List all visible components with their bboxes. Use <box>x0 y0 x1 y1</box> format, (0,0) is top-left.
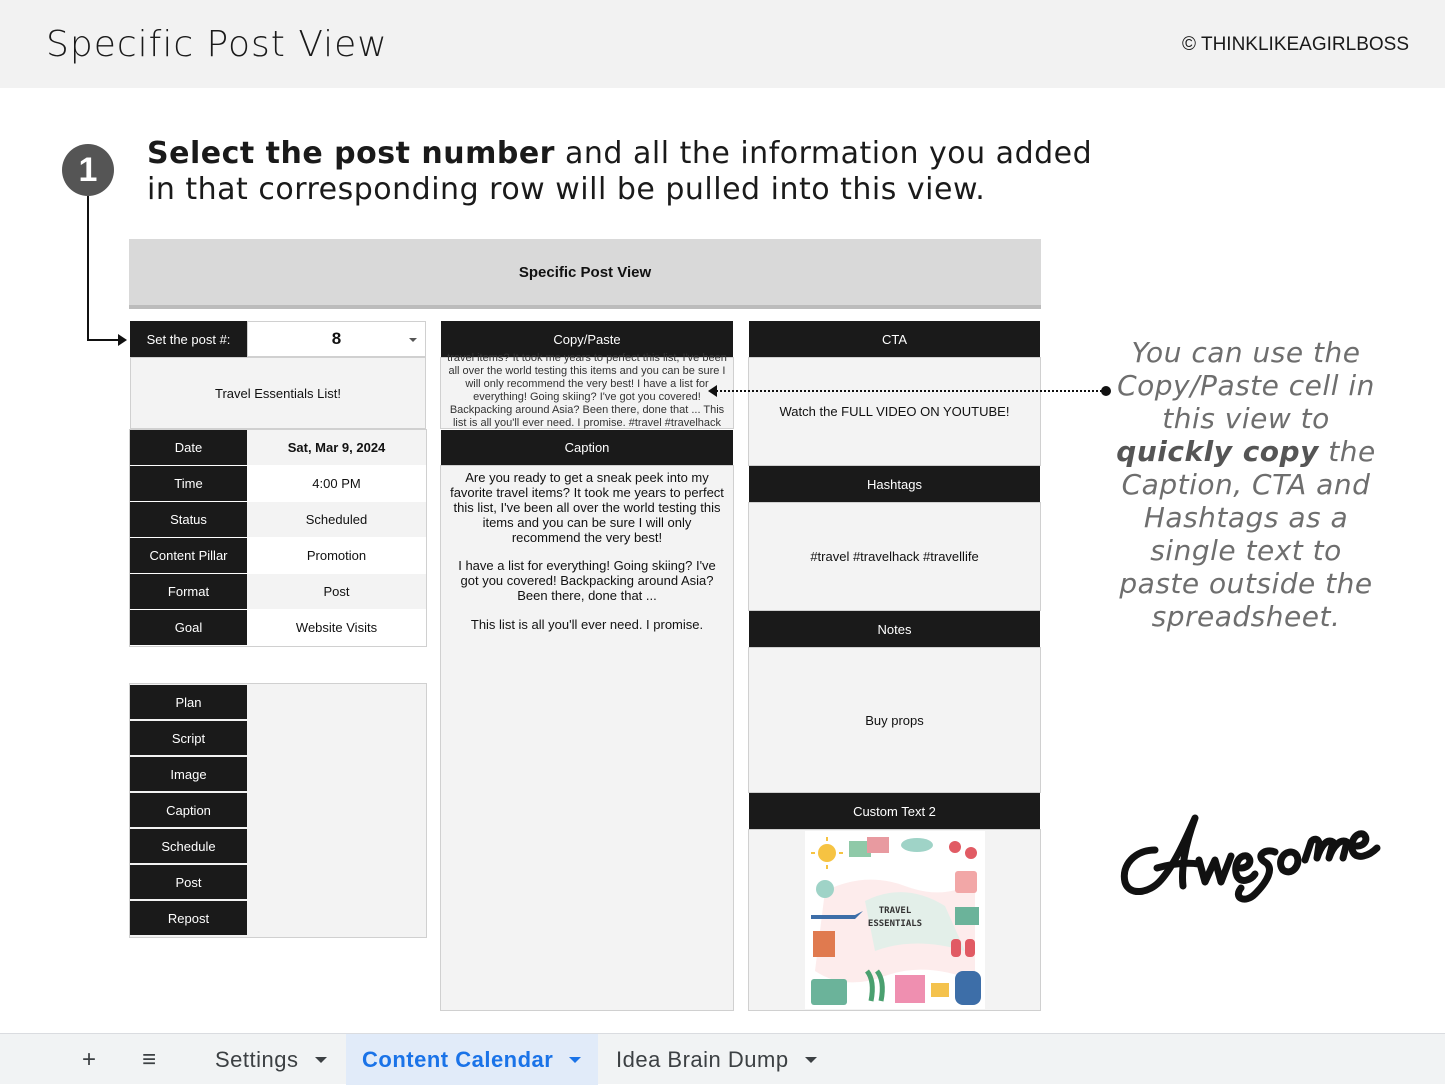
post-number-dropdown[interactable] <box>247 321 426 357</box>
notes-header: Notes <box>749 611 1040 647</box>
pointer-dotted-line <box>716 390 1106 392</box>
chevron-down-icon[interactable] <box>315 1057 327 1063</box>
step-instruction-rest: and all the information you added in that corresponding row will be pulled into this view. <box>147 136 1093 207</box>
chevron-down-icon[interactable] <box>805 1057 817 1063</box>
copy-paste-text: travel items? It took me years to perfect this list, I've been all over the world testing this items and you can be sure I will only recommend the very best! I have a list for everything! Going skiing? I've got you covered! Backpacking around Asia? Been there, done that ... This list is all you'll ever need. I promise. #travel #travelhack <box>447 352 727 429</box>
detail-value-content-pillar[interactable]: Promotion <box>247 538 426 573</box>
all-sheets-button[interactable] <box>132 1034 166 1085</box>
note-part-2: the Caption, CTA and Hashtags as a single text to paste outside the spreadsheet. <box>1119 435 1376 633</box>
checklist-item-image: Image <box>130 757 247 791</box>
details-table-border <box>129 429 427 647</box>
checklist-item-repost: Repost <box>130 901 247 935</box>
cta-header: CTA <box>749 321 1040 357</box>
checklist-item-post: Post <box>130 865 247 899</box>
detail-label-status: Status <box>130 502 247 537</box>
cta-value[interactable]: Watch the FULL VIDEO ON YOUTUBE! <box>748 357 1041 466</box>
step-instruction-bold: Select the post number <box>147 136 555 171</box>
arrow-right-icon <box>118 334 127 346</box>
image-text-travel: TRAVEL <box>878 906 912 916</box>
copyright-text: © THINKLIKEAGIRLBOSS <box>1182 34 1409 55</box>
arrow-left-icon <box>708 385 717 397</box>
post-title[interactable]: Travel Essentials List! <box>130 357 426 429</box>
hashtags-value[interactable]: #travel #travelhack #travellife <box>748 502 1041 611</box>
detail-label-goal: Goal <box>130 610 247 645</box>
caption-paragraph-3: This list is all you'll ever need. I promise. <box>470 617 704 632</box>
step-instruction <box>147 136 1127 208</box>
custom-text-2-header: Custom Text 2 <box>749 793 1040 829</box>
chevron-down-icon[interactable] <box>569 1057 581 1063</box>
tab-label: Settings <box>215 1046 299 1072</box>
connector-line <box>87 196 89 340</box>
menu-icon: ≡ <box>141 1045 156 1073</box>
spreadsheet-view <box>127 239 1045 1019</box>
checklist-item-script: Script <box>130 721 247 755</box>
page-title: Specific Post View <box>46 24 388 65</box>
detail-label-date: Date <box>130 430 247 465</box>
note-bold: quickly copy <box>1116 435 1319 468</box>
checklist-item-schedule: Schedule <box>130 829 247 863</box>
step-number-badge: 1 <box>62 144 114 196</box>
add-sheet-button[interactable] <box>72 1034 106 1085</box>
detail-value-format[interactable]: Post <box>247 574 426 609</box>
awesome-script-logo <box>1115 790 1385 910</box>
checklist-item-caption: Caption <box>130 793 247 827</box>
set-post-label: Set the post #: <box>130 321 247 357</box>
sheet-title: Specific Post View <box>129 239 1041 309</box>
detail-label-time: Time <box>130 466 247 501</box>
tab-content-calendar[interactable] <box>346 1034 598 1085</box>
dropdown-caret-icon[interactable] <box>409 338 417 342</box>
caption-paragraph-1: Are you ready to get a sneak peek into my favorite travel items? It took me years to perfect this list, I've been all over the world testing this items and you can be sure I will only recommend the very best! <box>450 470 724 545</box>
caption-cell[interactable] <box>440 465 734 1011</box>
detail-value-status[interactable]: Scheduled <box>247 502 426 537</box>
detail-label-content-pillar: Content Pillar <box>130 538 247 573</box>
checklist-item-plan: Plan <box>130 685 247 719</box>
hashtags-header: Hashtags <box>749 466 1040 502</box>
post-number-value: 8 <box>331 329 342 348</box>
note-part-1: You can use the Copy/Paste cell in this view to <box>1117 336 1375 435</box>
tab-settings[interactable] <box>199 1034 343 1085</box>
travel-essentials-image <box>805 831 985 1009</box>
detail-label-format: Format <box>130 574 247 609</box>
tab-idea-brain-dump[interactable] <box>600 1034 833 1085</box>
copy-paste-note <box>1108 336 1384 633</box>
detail-value-time[interactable]: 4:00 PM <box>247 466 426 501</box>
notes-value[interactable]: Buy props <box>748 647 1041 793</box>
image-text-essentials: ESSENTIALS <box>867 919 923 929</box>
detail-value-date[interactable]: Sat, Mar 9, 2024 <box>247 430 426 465</box>
custom-text-2-cell[interactable] <box>748 829 1041 1011</box>
tab-label: Idea Brain Dump <box>616 1046 789 1072</box>
copy-paste-header: Copy/Paste <box>441 321 733 357</box>
tab-label: Content Calendar <box>362 1046 554 1072</box>
detail-value-goal[interactable]: Website Visits <box>247 610 426 645</box>
copy-paste-cell[interactable] <box>440 352 734 429</box>
caption-header: Caption <box>441 430 733 465</box>
plus-icon: + <box>81 1045 96 1073</box>
caption-paragraph-2: I have a list for everything! Going skiing? I've got you covered! Backpacking around Asia? Been there, done that ... <box>458 558 716 603</box>
sheet-tab-bar <box>0 1033 1445 1084</box>
